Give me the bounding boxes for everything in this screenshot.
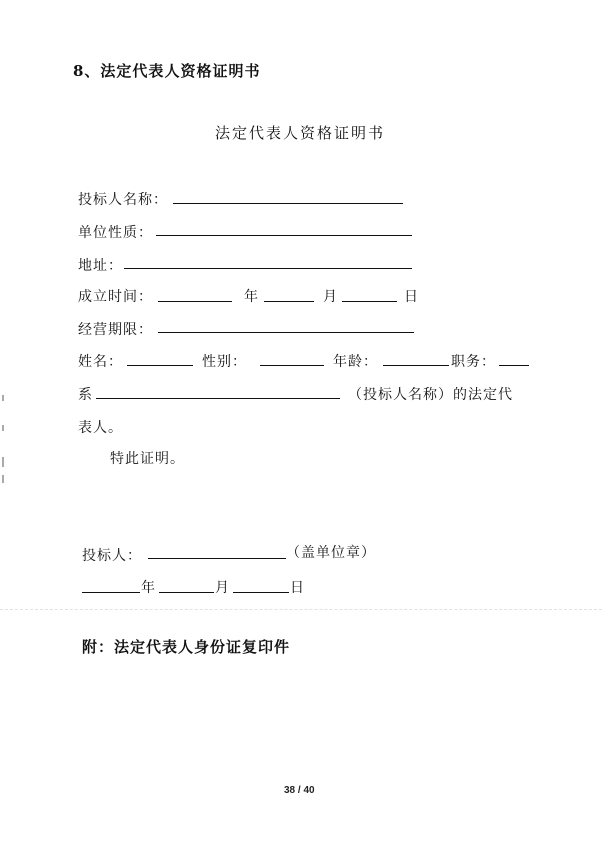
document-title: 法定代表人资格证明书 bbox=[215, 124, 386, 142]
term-label: 经营期限： bbox=[78, 322, 153, 338]
relation-end: 表人。 bbox=[78, 420, 123, 436]
position-label: 职务： bbox=[451, 354, 496, 370]
page-number: 38 / 40 bbox=[284, 785, 315, 796]
signature-bidder-blank bbox=[148, 558, 286, 559]
name-blank bbox=[127, 365, 193, 366]
signature-year-label: 年 bbox=[141, 580, 156, 596]
unit-nature-blank bbox=[156, 235, 412, 236]
signature-bidder-label: 投标人： bbox=[82, 548, 142, 564]
signature-year-blank bbox=[82, 592, 140, 593]
signature-month-label: 月 bbox=[215, 580, 230, 596]
relation-prefix: 系 bbox=[78, 387, 93, 403]
section-heading: 8、法定代表人资格证明书 bbox=[73, 62, 261, 80]
scan-edge-marks bbox=[2, 395, 6, 485]
gender-label: 性别： bbox=[202, 354, 247, 370]
signature-day-blank bbox=[233, 592, 289, 593]
seal-note: （盖单位章） bbox=[286, 545, 376, 561]
certify-text: 特此证明。 bbox=[110, 451, 185, 467]
signature-day-label: 日 bbox=[290, 580, 305, 596]
attachment-heading: 附：法定代表人身份证复印件 bbox=[82, 638, 291, 656]
term-blank bbox=[158, 332, 414, 333]
age-blank bbox=[383, 365, 449, 366]
established-month-label: 月 bbox=[323, 289, 338, 305]
page-fold-line bbox=[0, 609, 602, 610]
established-label: 成立时间： bbox=[78, 289, 153, 305]
gender-blank bbox=[260, 365, 324, 366]
age-label: 年龄： bbox=[333, 354, 378, 370]
established-year-blank bbox=[158, 301, 232, 302]
bidder-name-label: 投标人名称： bbox=[78, 192, 168, 208]
name-label: 姓名： bbox=[78, 354, 123, 370]
address-blank bbox=[124, 268, 412, 269]
established-year-label: 年 bbox=[244, 289, 259, 305]
unit-nature-label: 单位性质： bbox=[78, 225, 153, 241]
relation-blank bbox=[96, 398, 340, 399]
address-label: 地址： bbox=[78, 258, 123, 274]
signature-month-blank bbox=[159, 592, 214, 593]
established-day-label: 日 bbox=[404, 289, 419, 305]
bidder-name-blank bbox=[173, 203, 403, 204]
established-month-blank bbox=[264, 301, 314, 302]
relation-suffix: （投标人名称）的法定代 bbox=[348, 387, 513, 403]
position-blank bbox=[499, 365, 529, 366]
established-day-blank bbox=[342, 301, 397, 302]
